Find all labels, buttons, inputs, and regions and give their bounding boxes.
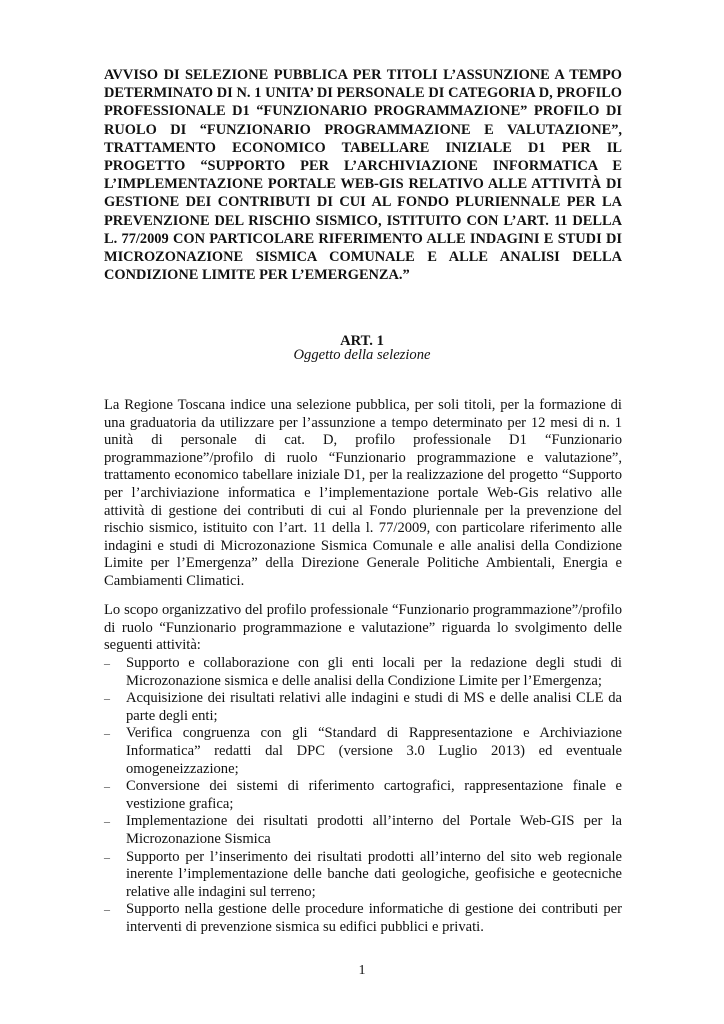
list-item (104, 655, 622, 690)
bullet-dash-icon: – (104, 691, 110, 706)
list-item-text: Implementazione dei risultati prodotti all’interno del Portale Web-GIS per la Microzonazione Sismica (126, 813, 622, 847)
bullet-dash-icon: – (104, 779, 110, 794)
list-item (104, 901, 622, 936)
list-item-text: Verifica congruenza con gli “Standard di Rappresentazione e Archiviazione Informatica” redatti dal DPC (versione 3.0 Luglio 2013) ed eventuale omogeneizzazione; (126, 725, 622, 777)
bullet-dash-icon: – (104, 849, 110, 864)
bullet-dash-icon: – (104, 902, 110, 917)
list-item-text: Supporto e collaborazione con gli enti locali per la redazione degli studi di Microzonazione sismica e delle analisi della Condizione Limite per l’Emergenza; (126, 655, 622, 689)
list-item (104, 725, 622, 778)
list-item (104, 690, 622, 725)
list-item-text: Supporto per l’inserimento dei risultati prodotti all’interno del sito web regionale inerente l’implementazione delle banche dati geologiche, geofisiche e geotecniche relative alle indagini sul terreno; (126, 848, 622, 900)
list-item (104, 778, 622, 813)
list-item (104, 813, 622, 848)
list-item-text: Conversione dei sistemi di riferimento cartografici, rappresentazione finale e vestizione grafica; (126, 778, 622, 812)
scope-paragraph: Lo scopo organizzativo del profilo professionale “Funzionario programmazione”/profilo di ruolo “Funzionario programmazione e valutazione” riguarda lo svolgimento delle seguenti attività: (104, 602, 622, 654)
list-item-text: Acquisizione dei risultati relativi alle indagini e studi di MS e delle analisi CLE da parte degli enti; (126, 690, 622, 724)
document-title: AVVISO DI SELEZIONE PUBBLICA PER TITOLI L’ASSUNZIONE A TEMPO DETERMINATO DI N. 1 UNITA’ DI PERSONALE DI CATEGORIA D, PROFILO PROFESSIONALE D1 “FUNZIONARIO PROGRAMMAZIONE” PROFILO DI RUOLO DI “FUNZIONARIO PROGRAMMAZIONE E VALUTAZIONE”, TRATTAMENTO ECONOMICO TABELLARE INIZIALE D1 PER IL PROGETTO “SUPPORTO PER L’ARCHIVIAZIONE INFORMATICA E L’IMPLEMENTAZIONE PORTALE WEB-GIS RELATIVO ALLE ATTIVITÀ DI GESTIONE DEI CONTRIBUTI DI CUI AL FONDO PLURIENNALE PER LA PREVENZIONE DEL RISCHIO SISMICO, ISTITUITO CON L’ART. 11 DELLA L. 77/2009 CON PARTICOLARE RIFERIMENTO ALLE INDAGINI E STUDI DI MICROZONAZIONE SISMICA COMUNALE E ALLE ANALISI DELLA CONDIZIONE LIMITE PER L’EMERGENZA.” (104, 67, 622, 284)
bullet-dash-icon: – (104, 814, 110, 829)
list-item-text: Supporto nella gestione delle procedure informatiche di gestione dei contributi per interventi di prevenzione sismica su edifici pubblici e privati. (126, 901, 622, 935)
bullet-dash-icon: – (104, 726, 110, 741)
page-number: 1 (358, 963, 366, 978)
bullet-dash-icon: – (104, 656, 110, 670)
article-subtitle: Oggetto della selezione (293, 347, 431, 363)
intro-paragraph: La Regione Toscana indice una selezione pubblica, per soli titoli, per la formazione di una graduatoria da utilizzare per l’assunzione a tempo determinato per 12 mesi di n. 1 unità di personale di cat. D, profilo professionale D1 “Funzionario programmazione”/profilo di ruolo “Funzionario programmazione e valutazione”, trattamento economico tabellare iniziale D1, per la realizzazione del progetto “Supporto per l’archiviazione informatica e l’implementazione portale Web-Gis relativo alle attività di gestione dei contributi di cui al Fondo pluriennale per la prevenzione del rischio sismico, istituito con l’art. 11 della l. 77/2009, con particolare riferimento alle indagini e studi di Microzonazione Sismica Comunale e alle analisi della Condizione Limite per l’Emergenza” della Direzione Generale Politiche Ambientali, Energia e Cambiamenti Climatici. (104, 397, 622, 589)
article-number: ART. 1 (340, 333, 384, 349)
activities-list (104, 655, 622, 937)
list-item (104, 849, 622, 902)
